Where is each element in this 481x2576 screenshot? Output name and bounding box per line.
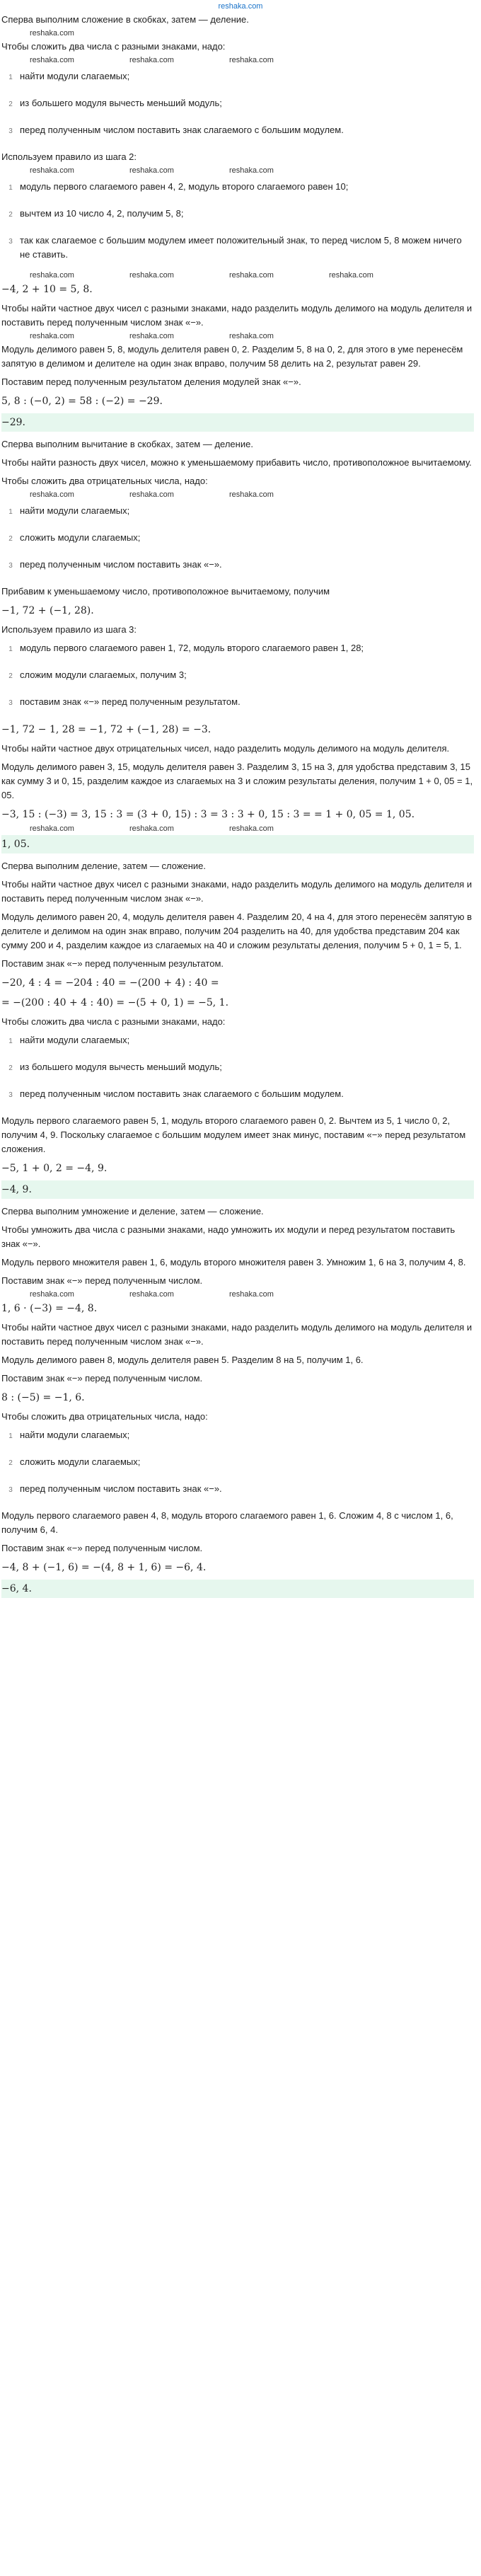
list-item — [1, 531, 474, 546]
list-item — [1, 69, 474, 85]
list-item-text: так как слагаемое с большим модулем имеет положительный знак, то перед числом 5, 8 можем ничего не ставить. — [20, 235, 462, 260]
list-item-number: 3 — [8, 1486, 13, 1494]
paragraph: Чтобы умножить два числа с разными знаками, надо умножить их модули и перед результатом поставить знак «−». — [1, 1224, 456, 1249]
list-item-text: поставим знак «−» перед полученным результатом. — [20, 696, 240, 707]
paragraph: Используем правило из шага 3: — [1, 624, 137, 635]
numbered-list — [1, 180, 474, 262]
watermark-text: reshaka.com — [30, 166, 74, 175]
list-item-number: 1 — [8, 184, 13, 192]
list-item — [1, 96, 474, 112]
watermark-text: reshaka.com — [228, 271, 274, 280]
paragraph: Чтобы найти частное двух чисел с разными знаками, надо разделить модуль делимого на модуль делителя и поставить перед полученным числом знак «−». — [1, 879, 473, 904]
math-expression: = −(200 : 40 + 4 : 40) = −(5 + 0, 1) = −5, 1. — [1, 997, 229, 1008]
paragraph: Чтобы сложить два числа с разными знаками, надо: — [1, 41, 226, 52]
list-item-text: перед полученным числом поставить знак слагаемого с большим модулем. — [20, 125, 344, 135]
paragraph: Чтобы найти частное двух чисел с разными знаками, надо разделить модуль делимого на модуль делителя и поставить перед полученным числом знак «−». — [1, 303, 473, 328]
list-item-number: 2 — [8, 1064, 13, 1072]
list-item-number: 2 — [8, 1459, 13, 1467]
paragraph: Модуль делимого равен 3, 15, модуль делителя равен 3. Разделим 3, 15 на 3, для удобства представим 3, 15 как сумму 3 и 0, 15, разделим каждое из слагаемых на 3 и сложим результаты деления, получим 1 + 0, 05 = 1, 05. — [1, 761, 473, 800]
paragraph: Используем правило из шага 2: — [1, 151, 137, 162]
answer-box: 1, 05. — [1, 835, 474, 853]
list-item-text: из большего модуля вычесть меньший модуль; — [20, 1062, 222, 1072]
list-item-number: 2 — [8, 100, 13, 108]
watermark-text: reshaka.com — [129, 490, 174, 499]
math-expression: 1, 6 · (−3) = −4, 8. — [1, 1303, 98, 1314]
paragraph: Чтобы сложить два отрицательных числа, надо: — [1, 1411, 208, 1422]
watermark-text: reshaka.com — [129, 271, 174, 280]
list-item — [1, 1060, 474, 1076]
list-item-text: найти модули слагаемых; — [20, 1430, 130, 1440]
math-expression: −1, 72 − 1, 28 = −1, 72 + (−1, 28) = −3. — [1, 724, 211, 735]
list-item — [1, 1087, 474, 1103]
watermark-text: reshaka.com — [30, 271, 74, 280]
list-item-text: модуль первого слагаемого равен 4, 2, модуль второго слагаемого равен 10; — [20, 181, 349, 192]
list-item-text: модуль первого слагаемого равен 1, 72, модуль второго слагаемого равен 1, 28; — [20, 643, 364, 653]
watermark-text: reshaka.com — [30, 1290, 74, 1299]
watermark-row — [1, 331, 474, 341]
list-item-number: 1 — [8, 1432, 13, 1440]
watermark-row — [1, 1289, 474, 1299]
math-expression: 8 : (−5) = −1, 6. — [1, 1392, 85, 1403]
list-item-number: 2 — [8, 672, 13, 680]
list-item-text: из большего модуля вычесть меньший модуль; — [20, 98, 222, 108]
list-item — [1, 641, 474, 657]
watermark-text: reshaka.com — [30, 29, 74, 38]
numbered-list — [1, 69, 474, 139]
watermark-text: reshaka.com — [228, 56, 274, 64]
watermark-row — [1, 824, 474, 834]
list-item-number: 3 — [8, 1091, 13, 1099]
paragraph: Модуль первого множителя равен 1, 6, модуль второго множителя равен 3. Умножим 1, 6 на 3, получим 4, 8. — [1, 1257, 466, 1267]
numbered-list — [1, 1033, 474, 1103]
list-item-number: 2 — [8, 535, 13, 543]
watermark-text: reshaka.com — [129, 56, 174, 64]
numbered-list — [1, 641, 474, 711]
list-item-text: сложить модули слагаемых; — [20, 1456, 141, 1467]
watermark-text: reshaka.com — [129, 166, 174, 175]
list-item-number: 1 — [8, 645, 13, 653]
watermark-text: reshaka.com — [129, 1290, 174, 1299]
list-item-number: 1 — [8, 508, 13, 516]
list-item-number: 1 — [8, 1037, 13, 1045]
list-item — [1, 1033, 474, 1049]
list-item — [1, 234, 474, 262]
math-expression: −5, 1 + 0, 2 = −4, 9. — [1, 1163, 108, 1174]
watermark-text: reshaka.com — [228, 490, 274, 499]
answer-box: −29. — [1, 413, 474, 432]
paragraph: Поставим знак «−» перед полученным числом. — [1, 1373, 203, 1384]
list-item — [1, 558, 474, 573]
watermark-text: reshaka.com — [129, 824, 174, 833]
watermark-text: reshaka.com — [228, 332, 274, 340]
watermark-text: reshaka.com — [30, 824, 74, 833]
math-expression: −4, 2 + 10 = 5, 8. — [1, 284, 93, 295]
paragraph: Чтобы сложить два числа с разными знаками, надо: — [1, 1016, 226, 1027]
math-expression: −1, 72 + (−1, 28). — [1, 605, 94, 616]
list-item — [1, 180, 474, 195]
paragraph: Модуль первого слагаемого равен 4, 8, модуль второго слагаемого равен 1, 6. Сложим 4, 8 с числом 1, 6, получим 6, 4. — [1, 1510, 453, 1535]
list-item-number: 3 — [8, 699, 13, 707]
numbered-list — [1, 504, 474, 573]
paragraph: Чтобы сложить два отрицательных числа, надо: — [1, 476, 208, 486]
watermark-text: reshaka.com — [30, 490, 74, 499]
list-item-text: перед полученным числом поставить знак «−». — [20, 559, 222, 570]
list-item-text: перед полученным числом поставить знак слагаемого с большим модулем. — [20, 1088, 344, 1099]
answer-box: −6, 4. — [1, 1580, 474, 1598]
watermark-row — [1, 270, 474, 280]
paragraph: Модуль делимого равен 20, 4, модуль делителя равен 4. Разделим 20, 4 на 4, для этого перенесём запятую в делителе и делимом на один знак вправо, получим 204 разделить на 40, для удобства представим 204 как сумму 200 и 4, разделим каждое из слагаемых на 40 и сложим результаты деления, получим 5 + 0, 1 = 5, 1. — [1, 912, 473, 950]
list-item-number: 3 — [8, 127, 13, 135]
paragraph: Сперва выполним вычитание в скобках, затем — деление. — [1, 439, 253, 449]
paragraph: Прибавим к уменьшаемому число, противоположное вычитаемому, получим — [1, 586, 330, 597]
watermark-text: reshaka.com — [129, 332, 174, 340]
watermark-text: reshaka.com — [30, 332, 74, 340]
numbered-list — [1, 1428, 474, 1497]
list-item — [1, 1455, 474, 1471]
list-item-text: найти модули слагаемых; — [20, 71, 130, 81]
list-item-text: сложить модули слагаемых; — [20, 532, 141, 543]
paragraph: Чтобы найти частное двух отрицательных чисел, надо разделить модуль делимого на модуль делителя. — [1, 743, 450, 754]
paragraph: Сперва выполним деление, затем — сложение. — [1, 861, 207, 871]
list-item-number: 3 — [8, 562, 13, 570]
paragraph: Поставим знак «−» перед полученным результатом. — [1, 958, 224, 969]
list-item-text: сложим модули слагаемых, получим 3; — [20, 669, 187, 680]
list-item — [1, 123, 474, 139]
math-expression: −3, 15 : (−3) = 3, 15 : 3 = (3 + 0, 15) : 3 = 3 : 3 + 0, 15 : 3 = = 1 + 0, 05 = 1, 05. — [1, 809, 415, 820]
list-item-text: вычтем из 10 число 4, 2, получим 5, 8; — [20, 208, 184, 219]
list-item — [1, 1482, 474, 1497]
watermark-text: reshaka.com — [30, 56, 74, 64]
site-logo[interactable]: reshaka.com — [218, 2, 263, 11]
list-item-text: найти модули слагаемых; — [20, 505, 130, 516]
watermark-row — [1, 55, 474, 65]
math-expression: −4, 8 + (−1, 6) = −(4, 8 + 1, 6) = −6, 4. — [1, 1562, 207, 1573]
watermark-text: reshaka.com — [328, 271, 373, 280]
list-item-number: 2 — [8, 211, 13, 219]
math-expression: 5, 8 : (−0, 2) = 58 : (−2) = −29. — [1, 396, 163, 407]
list-item — [1, 504, 474, 519]
list-item — [1, 668, 474, 684]
solution-content — [1, 13, 474, 1604]
watermark-text: reshaka.com — [228, 166, 274, 175]
paragraph: Поставим знак «−» перед полученным числом. — [1, 1275, 203, 1286]
watermark-text: reshaka.com — [228, 824, 274, 833]
watermark-row — [1, 166, 474, 176]
paragraph: Сперва выполним умножение и деление, затем — сложение. — [1, 1206, 264, 1217]
watermark-text: reshaka.com — [228, 1290, 274, 1299]
list-item-number: 1 — [8, 74, 13, 81]
paragraph: Сперва выполним сложение в скобках, затем — деление. — [1, 14, 249, 25]
list-item — [1, 1428, 474, 1444]
math-expression: −20, 4 : 4 = −204 : 40 = −(200 + 4) : 40 = — [1, 977, 219, 989]
paragraph: Чтобы найти разность двух чисел, можно к уменьшаемому прибавить число, противоположное вычитаемому. — [1, 457, 472, 468]
paragraph: Чтобы найти частное двух чисел с разными знаками, надо разделить модуль делимого на модуль делителя и поставить перед полученным числом знак «−». — [1, 1322, 473, 1347]
answer-box: −4, 9. — [1, 1180, 474, 1199]
paragraph: Поставим перед полученным результатом деления модулей знак «−». — [1, 376, 301, 387]
paragraph: Модуль первого слагаемого равен 5, 1, модуль второго слагаемого равен 0, 2. Вычтем из 5, 1 число 0, 2, получим 4, 9. Поскольку слагаемое с большим модулем имеет знак минус, поставим «−» перед результатом сложения. — [1, 1115, 466, 1154]
watermark-row — [1, 28, 474, 38]
list-item-number: 3 — [8, 238, 13, 246]
list-item — [1, 207, 474, 222]
paragraph: Поставим знак «−» перед полученным числом. — [1, 1543, 203, 1553]
watermark-row — [1, 490, 474, 500]
paragraph: Модуль делимого равен 5, 8, модуль делителя равен 0, 2. Разделим 5, 8 на 0, 2, для этого в уме перенесём запятую в делимом и делителе на один знак вправо, получим 58 делить на 2, результат равен 29. — [1, 344, 463, 369]
paragraph: Модуль делимого равен 8, модуль делителя равен 5. Разделим 8 на 5, получим 1, 6. — [1, 1355, 364, 1365]
list-item-text: найти модули слагаемых; — [20, 1035, 130, 1045]
list-item-text: перед полученным числом поставить знак «−». — [20, 1483, 222, 1494]
list-item — [1, 695, 474, 711]
